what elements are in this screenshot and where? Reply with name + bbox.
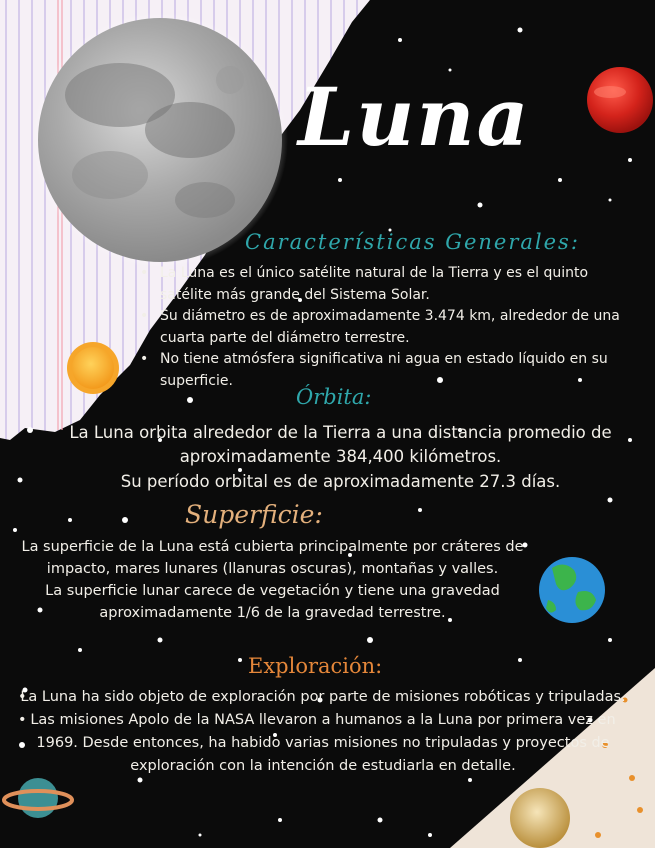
characteristics-item: • La Luna es el único satélite natural de la Tierra y es el quinto satélite más grande del Sistema Solar. <box>140 263 640 306</box>
earth-planet <box>539 557 605 623</box>
exploration-heading: Exploración: <box>248 654 383 678</box>
orbit-heading: Órbita: <box>296 385 372 409</box>
characteristics-item: • No tiene atmósfera significativa ni agua en estado líquido en su superficie. <box>140 349 640 392</box>
orbit-text-1: La Luna orbita alrededor de la Tierra a una distancia promedio de aproximadamente 384,400 kilómetros. <box>69 423 612 466</box>
surface-heading: Superficie: <box>185 500 323 529</box>
characteristics-list <box>140 263 640 392</box>
exploration-item: • Las misiones Apolo de la NASA llevaron a humanos a la Luna por primera vez en 1969. Desde entonces, ha habido varias misiones no tripuladas y proyectos de exploración con la intención de estudiarla en detalle. <box>18 709 628 778</box>
venus-planet <box>510 788 570 848</box>
characteristics-item: • Su diámetro es de aproximadamente 3.474 km, alrededor de una cuarta parte del diámetro terrestre. <box>140 306 640 349</box>
page-title: Luna <box>298 70 531 164</box>
surface-text-1: La superficie de la Luna está cubierta principalmente por cráteres de impacto, mares lunares (llanuras oscuras), montañas y valles. <box>21 539 524 577</box>
mars-planet <box>587 67 653 133</box>
orbit-text-2: Su período orbital es de aproximadamente 27.3 días. <box>120 472 561 491</box>
sun-illustration <box>67 342 119 394</box>
exploration-list <box>18 686 628 778</box>
exploration-item: • La Luna ha sido objeto de exploración por parte de misiones robóticas y tripuladas. <box>18 686 628 709</box>
characteristics-heading: Características Generales: <box>245 230 580 254</box>
surface-text-2: La superficie lunar carece de vegetación y tiene una gravedad aproximadamente 1/6 de la gravedad terrestre. <box>45 583 500 621</box>
saturn-planet <box>4 778 72 818</box>
